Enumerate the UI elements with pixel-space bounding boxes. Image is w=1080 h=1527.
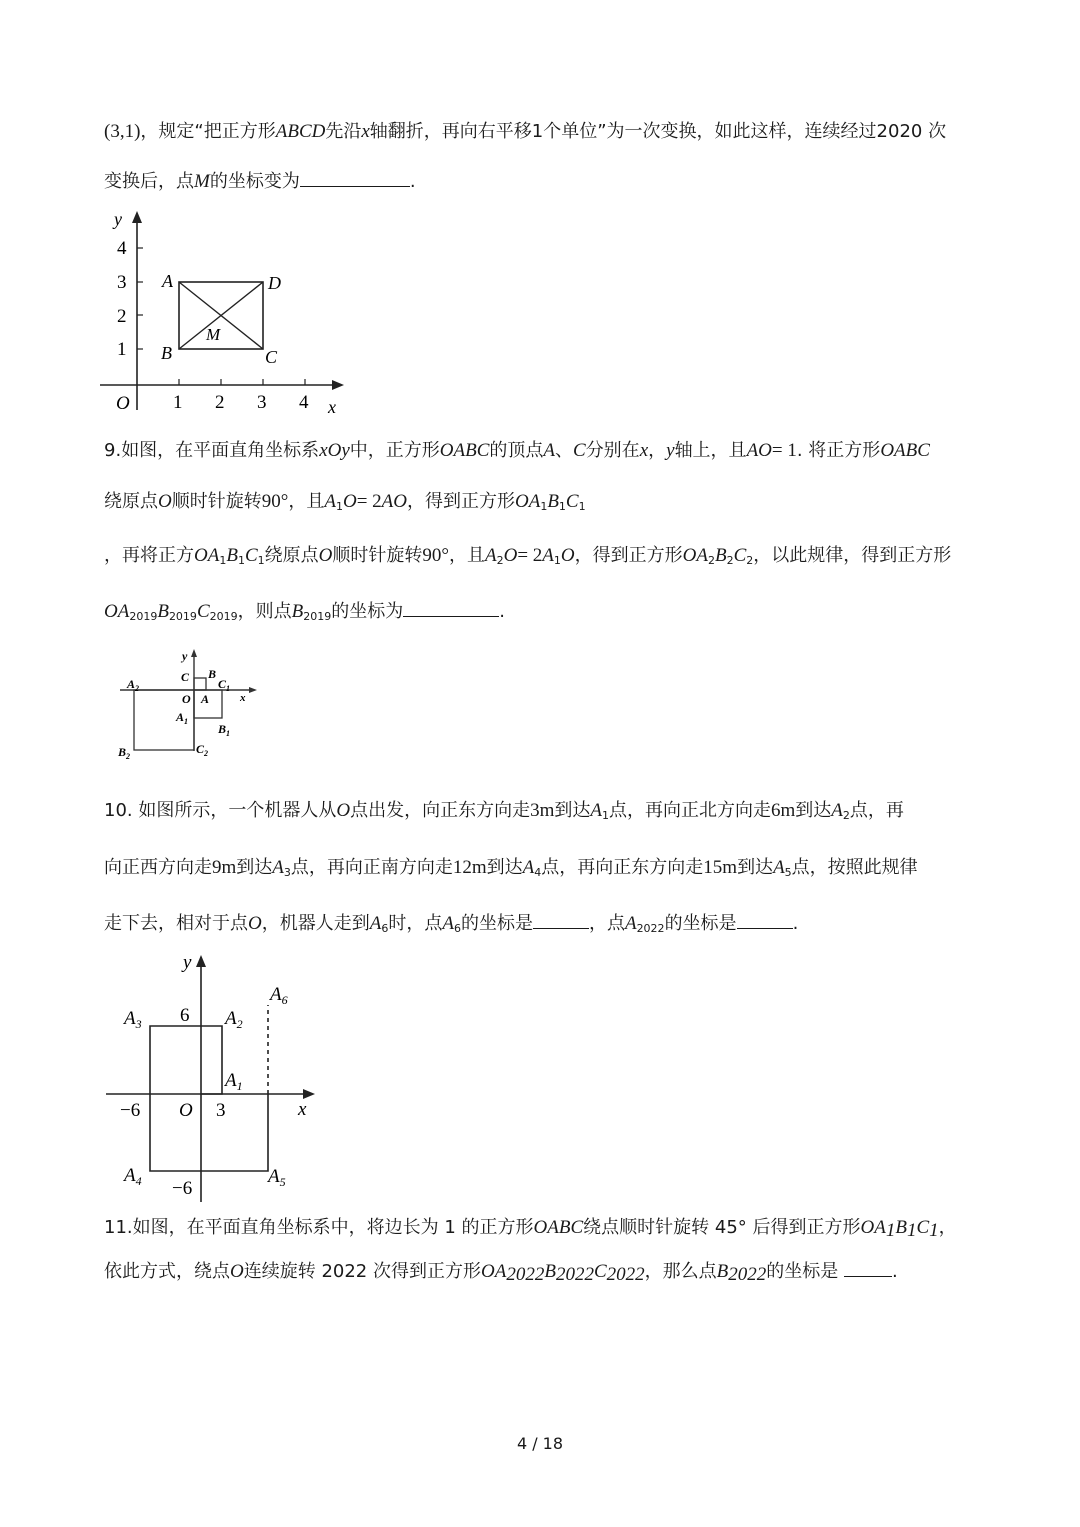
q10-label-a5: $A_5$ — [268, 1166, 286, 1189]
q8-line-1: (3,1)，规定“把正方形ABCD先沿x轴翻折，再向右平移1个单位”为一次变换，如此这样，连续经过2020 次 — [104, 121, 947, 142]
q10-figure — [100, 950, 330, 1205]
q10-answer-blank-a2022[interactable] — [737, 910, 793, 929]
q8-y-tick: 1 — [117, 339, 127, 360]
q8-x-label: x — [328, 397, 336, 417]
q9-x-arrow-icon — [249, 687, 257, 693]
q10-x-label: x — [298, 1099, 307, 1120]
q10-label-a1: $A_1$ — [225, 1070, 243, 1093]
q10-label-a4: $A_4$ — [124, 1165, 142, 1188]
q8-x-tick: 2 — [215, 392, 225, 413]
q10-y-label: y — [183, 952, 192, 973]
q8-figure — [100, 205, 360, 420]
q8-origin-label: O — [116, 393, 130, 414]
q11-line-1: 11.如图，在平面直角坐标系中，将边长为 1 的正方形OABC绕点顺时针旋转 45° 后得到正方形$OA_1B_1C_1$， — [104, 1217, 957, 1241]
q9-y-label: y — [182, 649, 188, 663]
q8-label-a: A — [162, 271, 173, 291]
q10-label-a3: $A_3$ — [124, 1008, 142, 1031]
q10-tick-minus6-y: −6 — [172, 1178, 193, 1199]
q8-x-tick: 3 — [257, 392, 267, 413]
q9-figure — [112, 645, 272, 765]
q8-label-c: C — [265, 347, 278, 367]
page-number: 4 / 18 — [516, 1434, 564, 1453]
q9-label-b2: $B_2$ — [118, 745, 131, 761]
q8-label-m: M — [206, 325, 221, 344]
q10-tick-3: 3 — [216, 1100, 226, 1121]
q8-y-tick: 3 — [117, 272, 127, 293]
q8-x-arrow-icon — [332, 380, 344, 390]
q11-line-2: 依此方式，绕点O连续旋转 2022 次得到正方形$OA_{2022}B_{2022}C_{2022}$，那么点$B_{2022}$的坐标是 . — [104, 1258, 984, 1286]
q8-x-tick: 4 — [299, 392, 309, 413]
q9-line-4: $OA_{2019}B_{2019}C_{2019}$，则点$B_{2019}$的坐标为 . — [104, 598, 984, 626]
q9-label-c1: $C_1$ — [218, 677, 231, 693]
q9-label-a: A — [201, 692, 210, 706]
q10-line-1: 10. 如图所示，一个机器人从O点出发，向正东方向走3m到达$A_1$点，再向正北方向走6m到达$A_2$点，再 — [104, 800, 904, 822]
q8-y-label: y — [114, 209, 122, 229]
q9-y-arrow-icon — [191, 649, 197, 657]
q8-point: (3,1) — [104, 121, 141, 142]
q10-x-arrow-icon — [303, 1089, 315, 1099]
q9-label-a2: $A_2$ — [127, 677, 140, 693]
q9-square-oabc — [194, 678, 206, 690]
q10-line-3: 走下去，相对于点O，机器人走到$A_6$时，点$A_6$的坐标是 ，点$A_{2022}$的坐标是 . — [104, 910, 984, 938]
q8-y-tick: 4 — [117, 238, 127, 259]
q9-line-1: 9.如图，在平面直角坐标系xOy中，正方形OABC的顶点A、C分别在x，y轴上，且AO= 1. 将正方形OABC — [104, 440, 930, 461]
q8-label-b: B — [161, 343, 172, 363]
q8-label-d: D — [268, 273, 281, 293]
q9-label-b: B — [208, 667, 217, 681]
q10-line-2: 向正西方向走9m到达$A_3$点，再向正南方向走12m到达$A_4$点，再向正东方向走15m到达$A_5$点，按照此规律 — [104, 857, 918, 879]
q10-tick-6: 6 — [180, 1005, 190, 1026]
q9-line-3: ，再将正方$OA_1B_1C_1$绕原点O顺时针旋转90°，且$A_2O= 2A_1O$，得到正方形$OA_2B_2C_2$，以此规律，得到正方形 — [104, 545, 952, 567]
q10-label-a6: $A_6$ — [270, 984, 288, 1007]
q8-answer-blank[interactable] — [300, 168, 410, 187]
q10-y-arrow-icon — [196, 955, 206, 967]
q9-x-label: x — [240, 692, 246, 704]
q9-label-c: C — [181, 670, 190, 684]
q9-line-2: 绕原点O顺时针旋转90°，且$A_1O= 2AO$，得到正方形$OA_1B_1C_1$ — [104, 491, 586, 513]
q10-answer-blank-a6[interactable] — [533, 910, 589, 929]
q9-label-a1: $A_1$ — [176, 710, 189, 726]
q8-y-tick: 2 — [117, 306, 127, 327]
q8-line-2: 变换后，点M的坐标变为 . — [104, 168, 984, 196]
q11-answer-blank[interactable] — [844, 1258, 892, 1277]
q10-tick-minus6-x: −6 — [120, 1100, 141, 1121]
q9-label-o: O — [182, 692, 191, 706]
q10-origin-label: O — [179, 1100, 193, 1121]
q10-robot-path — [150, 1026, 268, 1171]
q9-label-b1: $B_1$ — [218, 722, 231, 738]
q9-answer-blank[interactable] — [403, 598, 499, 617]
q8-x-tick: 1 — [173, 392, 183, 413]
q10-label-a2: $A_2$ — [225, 1008, 243, 1031]
q8-y-arrow-icon — [132, 211, 142, 223]
q9-label-c2: $C_2$ — [196, 742, 209, 758]
